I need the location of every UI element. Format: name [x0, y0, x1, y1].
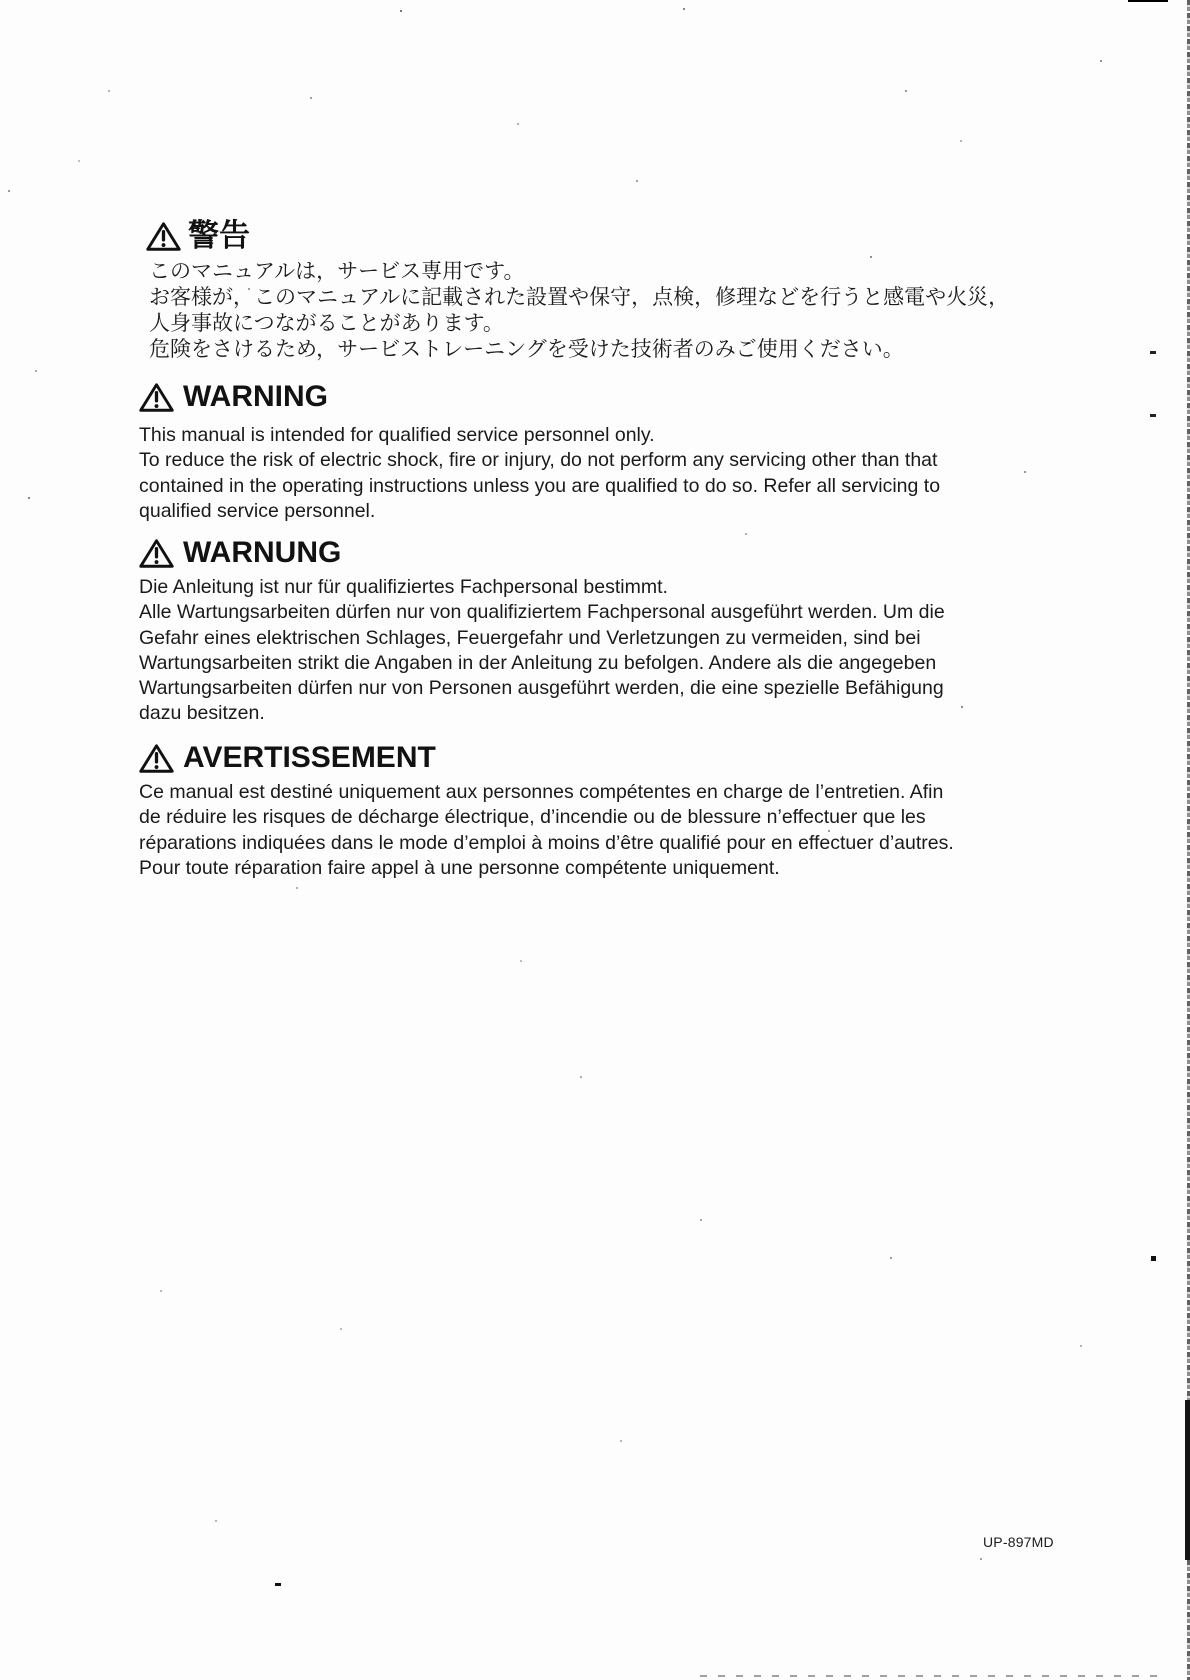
body-line: 危険をさけるため，サービストレーニングを受けた技術者のみご使用ください。 [149, 338, 904, 361]
section-heading-german [139, 534, 945, 572]
model-number: UP-897MD [983, 1534, 1054, 1550]
section-heading-text: 警告 [188, 218, 250, 253]
body-line: réparations indiquées dans le mode d’emploi à moins d’être qualifié pour en effectuer d’autres. [139, 831, 954, 854]
warning-section-french [139, 739, 954, 881]
warning-section-english [139, 378, 940, 524]
scan-speck [1151, 1256, 1156, 1261]
body-line: お客様が，このマニュアルに記載された設置や保守，点検，修理などを行うと感電や火災， [149, 286, 1010, 309]
section-body-french [139, 780, 954, 881]
warning-triangle-icon [139, 538, 174, 569]
warning-triangle-icon [146, 221, 181, 252]
scan-speck [1150, 351, 1156, 354]
body-line: Gefahr eines elektrischen Schlages, Feuergefahr und Verletzungen zu vermeiden, sind bei [139, 626, 921, 649]
scan-noise-dots [0, 0, 2, 2]
section-heading-english [139, 378, 940, 416]
body-line: To reduce the risk of electric shock, fire or injury, do not perform any servicing other than that [139, 449, 938, 472]
body-line: Pour toute réparation faire appel à une personne compétente uniquement. [139, 856, 780, 879]
scan-speck [275, 1583, 281, 1586]
body-line: Wartungsarbeiten dürfen nur von Personen ausgeführt werden, die eine spezielle Befähigung [139, 677, 944, 700]
section-body-english [139, 423, 940, 524]
body-line: このマニュアルは，サービス専用です。 [149, 260, 525, 283]
body-line: 人身事故につながることがあります。 [149, 312, 504, 335]
body-line: qualified service personnel. [139, 499, 376, 522]
warning-triangle-icon [139, 743, 174, 774]
section-body-german [139, 575, 945, 727]
section-heading-french [139, 739, 954, 777]
body-line: Wartungsarbeiten strikt die Angaben in der Anleitung zu befolgen. Andere als die angegeben [139, 651, 937, 674]
body-line: contained in the operating instructions unless you are qualified to do so. Refer all servicing to [139, 474, 941, 497]
body-line: This manual is intended for qualified service personnel only. [139, 424, 655, 446]
warning-section-german [139, 534, 945, 727]
body-line: de réduire les risques de décharge électrique, d’incendie ou de blessure n’effectuer que les [139, 806, 926, 829]
section-heading-text: WARNING [183, 380, 328, 413]
scan-edge-artifact [1128, 0, 1168, 2]
warning-triangle-icon [139, 382, 174, 413]
section-heading-text: AVERTISSEMENT [183, 741, 436, 774]
scan-edge-artifact [700, 1675, 1165, 1677]
section-heading-japanese [146, 216, 1009, 256]
body-line: Alle Wartungsarbeiten dürfen nur von qualifiziertem Fachpersonal ausgeführt werden. Um die [139, 601, 945, 624]
body-line: Ce manual est destiné uniquement aux personnes compétentes en charge de l’entretien. Afin [139, 781, 944, 803]
section-heading-text: WARNUNG [183, 536, 342, 569]
body-line: dazu besitzen. [139, 702, 265, 725]
scan-edge-artifact [1185, 1400, 1190, 1560]
body-line: Die Anleitung ist nur für qualifiziertes Fachpersonal bestimmt. [139, 576, 668, 598]
warning-section-japanese [146, 216, 1009, 363]
scan-speck [1150, 414, 1156, 417]
section-body-japanese [146, 259, 1009, 363]
